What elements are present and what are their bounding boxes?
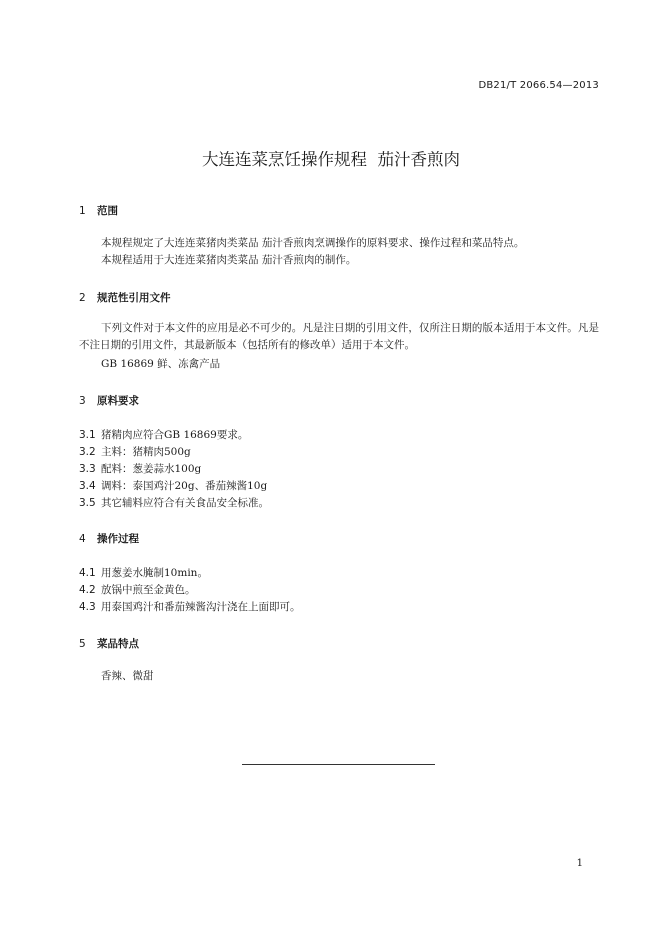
normative-paragraph: 下列文件对于本文件的应用是必不可少的。凡是注日期的引用文件，仅所注日期的版本适用于本文件。凡是不注日期的引用文件，其最新版本（包括所有的修改单）适用于本文件。: [79, 322, 599, 351]
section-number: 3: [79, 395, 86, 407]
item-number: 3.2: [79, 446, 96, 458]
list-item: [79, 565, 208, 580]
section-heading-materials: [79, 393, 139, 408]
end-rule: [242, 764, 435, 765]
section-number: 1: [79, 205, 86, 217]
item-number: 4.2: [79, 584, 96, 596]
section-title: 操作过程: [97, 533, 139, 545]
section-heading-features: [79, 636, 139, 651]
scope-paragraph-1: 本规程规定了大连连菜猪肉类菜品 茄汁香煎肉烹调操作的原料要求、操作过程和菜品特点。: [101, 237, 525, 249]
item-number: 4.3: [79, 601, 96, 613]
section-number: 4: [79, 533, 86, 545]
list-item: [79, 582, 196, 597]
list-item: [79, 461, 201, 476]
item-number: 4.1: [79, 567, 96, 579]
section-title: 规范性引用文件: [97, 292, 171, 304]
list-item: [79, 495, 269, 510]
item-text: 配料：葱姜蒜水100g: [101, 463, 202, 475]
list-item: [79, 427, 248, 442]
item-text: 其它辅料应符合有关食品安全标准。: [101, 497, 269, 509]
list-item: [79, 478, 267, 493]
item-text: 用泰国鸡汁和番茄辣酱沟汁浇在上面即可。: [101, 601, 301, 613]
section-heading-normative: [79, 290, 171, 305]
item-text: 调料：泰国鸡汁20g、番茄辣酱10g: [101, 480, 268, 492]
section-title: 原料要求: [97, 395, 139, 407]
section-number: 2: [79, 292, 86, 304]
section-heading-process: [79, 531, 139, 546]
document-title: 大连连菜烹饪操作规程 茄汁香煎肉: [202, 150, 460, 169]
item-text: 用葱姜水腌制10min。: [101, 567, 208, 579]
section-heading-scope: [79, 203, 118, 218]
list-item: [79, 599, 301, 614]
features-text: 香辣、微甜: [101, 670, 154, 682]
section-number: 5: [79, 638, 86, 650]
scope-paragraph-2: 本规程适用于大连连菜猪肉类菜品 茄汁香煎肉的制作。: [101, 254, 357, 266]
section-title: 菜品特点: [97, 638, 139, 650]
normative-reference: GB 16869 鲜、冻禽产品: [101, 358, 221, 370]
page-number: 1: [576, 858, 583, 869]
item-text: 放锅中煎至金黄色。: [101, 584, 196, 596]
item-text: 猪精肉应符合GB 16869要求。: [101, 429, 249, 441]
item-number: 3.3: [79, 463, 96, 475]
section-title: 范围: [97, 205, 118, 217]
item-number: 3.1: [79, 429, 96, 441]
item-number: 3.4: [79, 480, 96, 492]
item-number: 3.5: [79, 497, 96, 509]
item-text: 主料：猪精肉500g: [101, 446, 191, 458]
standard-number: DB21/T 2066.54—2013: [478, 80, 599, 91]
list-item: [79, 444, 191, 459]
